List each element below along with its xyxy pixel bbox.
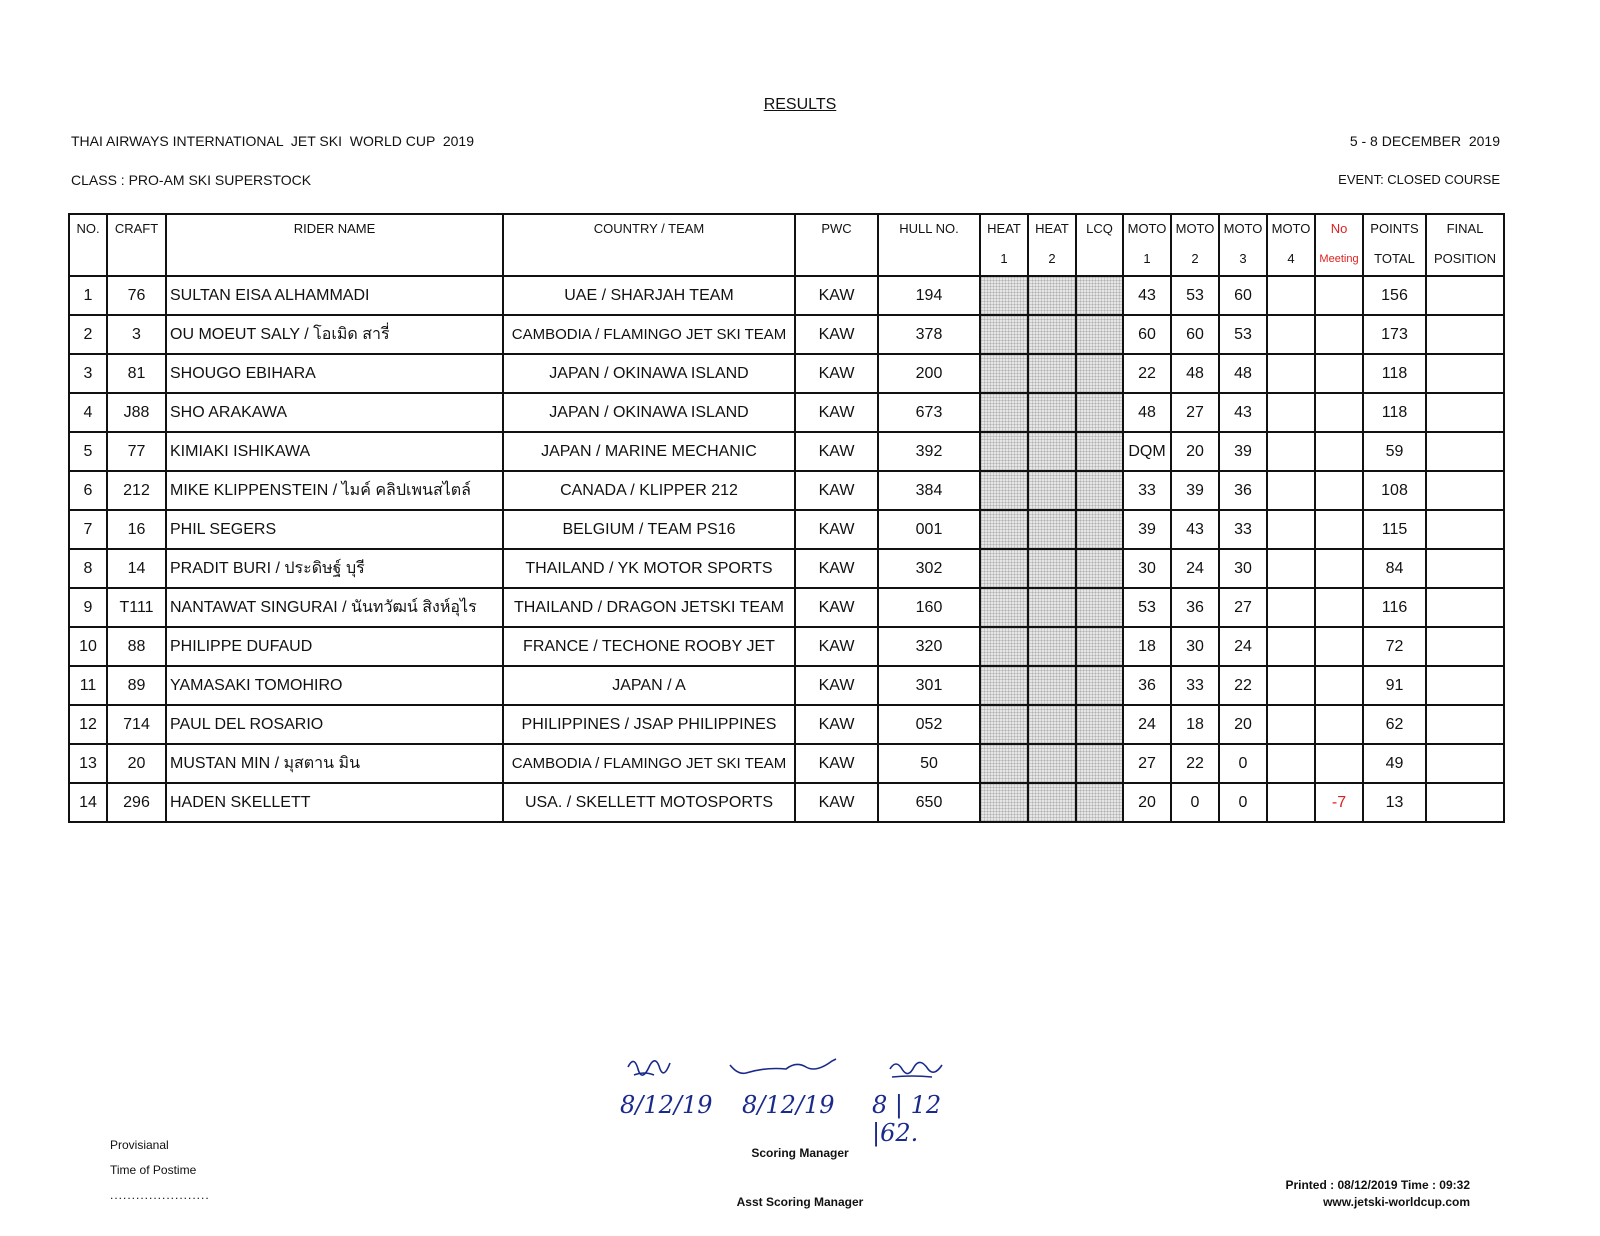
cell-moto-4 [1267, 393, 1315, 432]
postime-dots: ....................... [110, 1188, 210, 1202]
cell-hull-no: 160 [878, 588, 980, 627]
table-row [69, 549, 1504, 588]
cell-heat-2 [1028, 393, 1076, 432]
printed-timestamp: Printed : 08/12/2019 Time : 09:32 [1285, 1178, 1470, 1192]
cell-pwc: KAW [795, 393, 878, 432]
cell-heat-2 [1028, 549, 1076, 588]
signature-date-1: 8/12/19 [620, 1091, 713, 1119]
cell-rider-name: SHO ARAKAWA [166, 393, 503, 432]
cell-moto-4 [1267, 588, 1315, 627]
cell-heat-2 [1028, 666, 1076, 705]
cell-no-meeting [1315, 276, 1363, 315]
header-moto-2: MOTO 2 [1171, 214, 1219, 276]
cell-heat-1 [980, 276, 1028, 315]
cell-heat-1 [980, 705, 1028, 744]
cell-moto-1: 53 [1123, 588, 1171, 627]
cell-pwc: KAW [795, 627, 878, 666]
website-link[interactable]: www.jetski-worldcup.com [1323, 1195, 1470, 1209]
cell-moto-1: 43 [1123, 276, 1171, 315]
cell-moto-2: 36 [1171, 588, 1219, 627]
cell-points-total: 62 [1363, 705, 1426, 744]
cell-country-team: THAILAND / YK MOTOR SPORTS [503, 549, 795, 588]
cell-moto-1: 18 [1123, 627, 1171, 666]
cell-lcq [1076, 588, 1123, 627]
cell-moto-2: 20 [1171, 432, 1219, 471]
results-body [69, 276, 1504, 822]
cell-no: 13 [69, 744, 107, 783]
table-row [69, 432, 1504, 471]
cell-no: 1 [69, 276, 107, 315]
cell-pwc: KAW [795, 315, 878, 354]
cell-moto-3: 0 [1219, 744, 1267, 783]
cell-no: 14 [69, 783, 107, 822]
cell-moto-4 [1267, 744, 1315, 783]
cell-country-team: USA. / SKELLETT MOTOSPORTS [503, 783, 795, 822]
cell-rider-name: MUSTAN MIN / มุสตาน มิน [166, 744, 503, 783]
cell-no: 3 [69, 354, 107, 393]
event-date: 5 - 8 DECEMBER 2019 [1349, 133, 1500, 149]
cell-moto-4 [1267, 315, 1315, 354]
cell-lcq [1076, 432, 1123, 471]
cell-final-position [1426, 744, 1504, 783]
table-row [69, 354, 1504, 393]
cell-heat-1 [980, 315, 1028, 354]
cell-lcq [1076, 783, 1123, 822]
cell-country-team: CANADA / KLIPPER 212 [503, 471, 795, 510]
cell-moto-3: 36 [1219, 471, 1267, 510]
cell-pwc: KAW [795, 705, 878, 744]
cell-hull-no: 378 [878, 315, 980, 354]
cell-no-meeting [1315, 432, 1363, 471]
cell-heat-2 [1028, 432, 1076, 471]
cell-no-meeting [1315, 354, 1363, 393]
cell-final-position [1426, 627, 1504, 666]
cell-hull-no: 50 [878, 744, 980, 783]
cell-heat-2 [1028, 627, 1076, 666]
cell-hull-no: 302 [878, 549, 980, 588]
cell-no-meeting [1315, 315, 1363, 354]
cell-pwc: KAW [795, 276, 878, 315]
cell-hull-no: 673 [878, 393, 980, 432]
cell-no: 8 [69, 549, 107, 588]
header-points-total: POINTS TOTAL [1363, 214, 1426, 276]
cell-moto-2: 43 [1171, 510, 1219, 549]
cell-moto-4 [1267, 783, 1315, 822]
signature-3 [890, 1062, 942, 1077]
cell-no-meeting [1315, 627, 1363, 666]
cell-heat-1 [980, 471, 1028, 510]
cell-hull-no: 301 [878, 666, 980, 705]
cell-points-total: 118 [1363, 354, 1426, 393]
cell-moto-1: 27 [1123, 744, 1171, 783]
cell-lcq [1076, 276, 1123, 315]
cell-heat-2 [1028, 354, 1076, 393]
cell-points-total: 108 [1363, 471, 1426, 510]
table-row [69, 315, 1504, 354]
cell-moto-3: 43 [1219, 393, 1267, 432]
page-title: RESULTS [763, 96, 837, 113]
cell-moto-2: 22 [1171, 744, 1219, 783]
cell-points-total: 72 [1363, 627, 1426, 666]
cell-moto-3: 27 [1219, 588, 1267, 627]
cell-rider-name: PAUL DEL ROSARIO [166, 705, 503, 744]
cell-hull-no: 384 [878, 471, 980, 510]
cell-final-position [1426, 588, 1504, 627]
table-row [69, 666, 1504, 705]
cell-points-total: 115 [1363, 510, 1426, 549]
cell-final-position [1426, 666, 1504, 705]
cell-moto-1: 48 [1123, 393, 1171, 432]
table-header-row [69, 214, 1504, 276]
header-no: NO. [69, 214, 107, 276]
cell-final-position [1426, 471, 1504, 510]
cell-moto-1: DQM [1123, 432, 1171, 471]
cell-rider-name: SHOUGO EBIHARA [166, 354, 503, 393]
cell-craft: 14 [107, 549, 166, 588]
cell-moto-3: 60 [1219, 276, 1267, 315]
cell-craft: 77 [107, 432, 166, 471]
cell-final-position [1426, 276, 1504, 315]
cell-no: 10 [69, 627, 107, 666]
cell-heat-2 [1028, 744, 1076, 783]
cell-no-meeting: -7 [1315, 783, 1363, 822]
header-heat-2: HEAT 2 [1028, 214, 1076, 276]
cell-final-position [1426, 315, 1504, 354]
cell-moto-2: 48 [1171, 354, 1219, 393]
cell-heat-2 [1028, 510, 1076, 549]
cell-no: 5 [69, 432, 107, 471]
cell-moto-1: 60 [1123, 315, 1171, 354]
cell-rider-name: PHIL SEGERS [166, 510, 503, 549]
header-country-team: COUNTRY / TEAM [503, 214, 795, 276]
event-name: THAI AIRWAYS INTERNATIONAL JET SKI WORLD CUP 2019 [71, 133, 474, 149]
cell-craft: J88 [107, 393, 166, 432]
cell-lcq [1076, 666, 1123, 705]
cell-no-meeting [1315, 666, 1363, 705]
cell-moto-1: 33 [1123, 471, 1171, 510]
cell-no: 9 [69, 588, 107, 627]
table-row [69, 783, 1504, 822]
cell-heat-1 [980, 588, 1028, 627]
cell-pwc: KAW [795, 744, 878, 783]
cell-craft: 89 [107, 666, 166, 705]
cell-rider-name: YAMASAKI TOMOHIRO [166, 666, 503, 705]
cell-moto-2: 18 [1171, 705, 1219, 744]
asst-scoring-manager-label: Asst Scoring Manager [736, 1195, 864, 1209]
cell-moto-4 [1267, 627, 1315, 666]
cell-moto-2: 53 [1171, 276, 1219, 315]
cell-moto-1: 24 [1123, 705, 1171, 744]
cell-rider-name: OU MOEUT SALY / โอเมิด สารี่ [166, 315, 503, 354]
cell-no-meeting [1315, 705, 1363, 744]
cell-hull-no: 392 [878, 432, 980, 471]
provisional-label: Provisianal [110, 1138, 169, 1152]
cell-heat-2 [1028, 471, 1076, 510]
table-row [69, 627, 1504, 666]
cell-moto-3: 33 [1219, 510, 1267, 549]
cell-rider-name: NANTAWAT SINGURAI / นันทวัฒน์ สิงห์อุไร [166, 588, 503, 627]
cell-moto-4 [1267, 354, 1315, 393]
cell-country-team: JAPAN / A [503, 666, 795, 705]
cell-pwc: KAW [795, 666, 878, 705]
cell-points-total: 118 [1363, 393, 1426, 432]
cell-craft: 16 [107, 510, 166, 549]
cell-heat-2 [1028, 588, 1076, 627]
cell-lcq [1076, 744, 1123, 783]
cell-rider-name: KIMIAKI ISHIKAWA [166, 432, 503, 471]
table-row [69, 471, 1504, 510]
cell-pwc: KAW [795, 783, 878, 822]
cell-no: 7 [69, 510, 107, 549]
cell-moto-3: 20 [1219, 705, 1267, 744]
table-row [69, 276, 1504, 315]
cell-moto-4 [1267, 471, 1315, 510]
cell-heat-1 [980, 510, 1028, 549]
cell-lcq [1076, 354, 1123, 393]
cell-no: 4 [69, 393, 107, 432]
cell-points-total: 173 [1363, 315, 1426, 354]
cell-moto-3: 24 [1219, 627, 1267, 666]
cell-final-position [1426, 510, 1504, 549]
postime-label: Time of Postime [110, 1163, 197, 1177]
cell-country-team: BELGIUM / TEAM PS16 [503, 510, 795, 549]
cell-pwc: KAW [795, 471, 878, 510]
cell-moto-2: 24 [1171, 549, 1219, 588]
cell-moto-4 [1267, 276, 1315, 315]
cell-lcq [1076, 705, 1123, 744]
cell-craft: 3 [107, 315, 166, 354]
cell-country-team: FRANCE / TECHONE ROOBY JET [503, 627, 795, 666]
header-moto-4: MOTO 4 [1267, 214, 1315, 276]
cell-hull-no: 052 [878, 705, 980, 744]
header-final-position: FINAL POSITION [1426, 214, 1504, 276]
header-heat-1: HEAT 1 [980, 214, 1028, 276]
cell-points-total: 49 [1363, 744, 1426, 783]
cell-pwc: KAW [795, 588, 878, 627]
cell-final-position [1426, 393, 1504, 432]
cell-country-team: PHILIPPINES / JSAP PHILIPPINES [503, 705, 795, 744]
cell-craft: 20 [107, 744, 166, 783]
cell-moto-4 [1267, 666, 1315, 705]
class-label: CLASS : PRO-AM SKI SUPERSTOCK [71, 172, 312, 188]
table-row [69, 705, 1504, 744]
header-hull-no: HULL NO. [878, 214, 980, 276]
cell-hull-no: 320 [878, 627, 980, 666]
cell-hull-no: 200 [878, 354, 980, 393]
cell-craft: T111 [107, 588, 166, 627]
cell-pwc: KAW [795, 432, 878, 471]
table-row [69, 588, 1504, 627]
cell-moto-1: 36 [1123, 666, 1171, 705]
cell-moto-2: 60 [1171, 315, 1219, 354]
cell-hull-no: 001 [878, 510, 980, 549]
cell-lcq [1076, 510, 1123, 549]
cell-craft: 76 [107, 276, 166, 315]
cell-points-total: 84 [1363, 549, 1426, 588]
signature-2 [730, 1059, 836, 1073]
cell-no-meeting [1315, 588, 1363, 627]
cell-final-position [1426, 705, 1504, 744]
cell-heat-2 [1028, 783, 1076, 822]
cell-final-position [1426, 432, 1504, 471]
cell-points-total: 116 [1363, 588, 1426, 627]
header-pwc: PWC [795, 214, 878, 276]
cell-no: 6 [69, 471, 107, 510]
cell-moto-4 [1267, 549, 1315, 588]
cell-rider-name: PHILIPPE DUFAUD [166, 627, 503, 666]
cell-no-meeting [1315, 510, 1363, 549]
cell-craft: 88 [107, 627, 166, 666]
cell-lcq [1076, 315, 1123, 354]
cell-country-team: JAPAN / OKINAWA ISLAND [503, 393, 795, 432]
cell-country-team: UAE / SHARJAH TEAM [503, 276, 795, 315]
cell-moto-3: 53 [1219, 315, 1267, 354]
cell-moto-4 [1267, 510, 1315, 549]
cell-final-position [1426, 354, 1504, 393]
signature-1 [628, 1061, 670, 1075]
cell-country-team: THAILAND / DRAGON JETSKI TEAM [503, 588, 795, 627]
cell-heat-1 [980, 432, 1028, 471]
cell-hull-no: 650 [878, 783, 980, 822]
cell-pwc: KAW [795, 510, 878, 549]
cell-moto-2: 33 [1171, 666, 1219, 705]
cell-moto-3: 39 [1219, 432, 1267, 471]
cell-country-team: JAPAN / OKINAWA ISLAND [503, 354, 795, 393]
cell-heat-1 [980, 666, 1028, 705]
cell-country-team: CAMBODIA / FLAMINGO JET SKI TEAM [503, 315, 795, 354]
cell-moto-3: 22 [1219, 666, 1267, 705]
cell-moto-2: 39 [1171, 471, 1219, 510]
cell-heat-2 [1028, 315, 1076, 354]
header-lcq: LCQ [1076, 214, 1123, 276]
cell-moto-2: 27 [1171, 393, 1219, 432]
cell-moto-2: 0 [1171, 783, 1219, 822]
cell-lcq [1076, 549, 1123, 588]
cell-no-meeting [1315, 471, 1363, 510]
header-no-meeting: No Meeting [1315, 214, 1363, 276]
cell-craft: 212 [107, 471, 166, 510]
cell-heat-1 [980, 549, 1028, 588]
cell-heat-1 [980, 354, 1028, 393]
results-table [68, 213, 1505, 823]
header-rider-name: RIDER NAME [166, 214, 503, 276]
cell-final-position [1426, 783, 1504, 822]
cell-heat-1 [980, 744, 1028, 783]
cell-heat-1 [980, 393, 1028, 432]
cell-moto-1: 22 [1123, 354, 1171, 393]
cell-moto-3: 0 [1219, 783, 1267, 822]
cell-rider-name: SULTAN EISA ALHAMMADI [166, 276, 503, 315]
cell-rider-name: PRADIT BURI / ประดิษฐ์ บุรี [166, 549, 503, 588]
cell-final-position [1426, 549, 1504, 588]
signature-date-3: 8 | 12 |62. [872, 1091, 942, 1147]
cell-heat-2 [1028, 276, 1076, 315]
header-craft: CRAFT [107, 214, 166, 276]
cell-moto-1: 20 [1123, 783, 1171, 822]
cell-moto-3: 48 [1219, 354, 1267, 393]
cell-no-meeting [1315, 393, 1363, 432]
cell-moto-3: 30 [1219, 549, 1267, 588]
cell-heat-1 [980, 783, 1028, 822]
cell-no-meeting [1315, 744, 1363, 783]
cell-moto-1: 30 [1123, 549, 1171, 588]
signature-date-2: 8/12/19 [742, 1091, 835, 1119]
cell-no-meeting [1315, 549, 1363, 588]
table-row [69, 744, 1504, 783]
cell-craft: 296 [107, 783, 166, 822]
cell-pwc: KAW [795, 354, 878, 393]
cell-country-team: JAPAN / MARINE MECHANIC [503, 432, 795, 471]
cell-craft: 714 [107, 705, 166, 744]
cell-no: 11 [69, 666, 107, 705]
cell-moto-1: 39 [1123, 510, 1171, 549]
cell-moto-2: 30 [1171, 627, 1219, 666]
cell-points-total: 91 [1363, 666, 1426, 705]
cell-moto-4 [1267, 432, 1315, 471]
table-row [69, 510, 1504, 549]
cell-pwc: KAW [795, 549, 878, 588]
cell-hull-no: 194 [878, 276, 980, 315]
cell-points-total: 13 [1363, 783, 1426, 822]
scoring-manager-label: Scoring Manager [751, 1146, 849, 1160]
cell-heat-2 [1028, 705, 1076, 744]
event-type: EVENT: CLOSED COURSE [1338, 172, 1500, 187]
cell-rider-name: HADEN SKELLETT [166, 783, 503, 822]
cell-country-team: CAMBODIA / FLAMINGO JET SKI TEAM [503, 744, 795, 783]
cell-no: 12 [69, 705, 107, 744]
header-moto-1: MOTO 1 [1123, 214, 1171, 276]
cell-lcq [1076, 627, 1123, 666]
cell-moto-4 [1267, 705, 1315, 744]
cell-craft: 81 [107, 354, 166, 393]
table-row [69, 393, 1504, 432]
cell-lcq [1076, 471, 1123, 510]
cell-heat-1 [980, 627, 1028, 666]
signatures-area [620, 1045, 980, 1147]
cell-lcq [1076, 393, 1123, 432]
cell-points-total: 59 [1363, 432, 1426, 471]
cell-rider-name: MIKE KLIPPENSTEIN / ไมค์ คลิปเพนสไตล์ [166, 471, 503, 510]
cell-no: 2 [69, 315, 107, 354]
cell-points-total: 156 [1363, 276, 1426, 315]
header-moto-3: MOTO 3 [1219, 214, 1267, 276]
